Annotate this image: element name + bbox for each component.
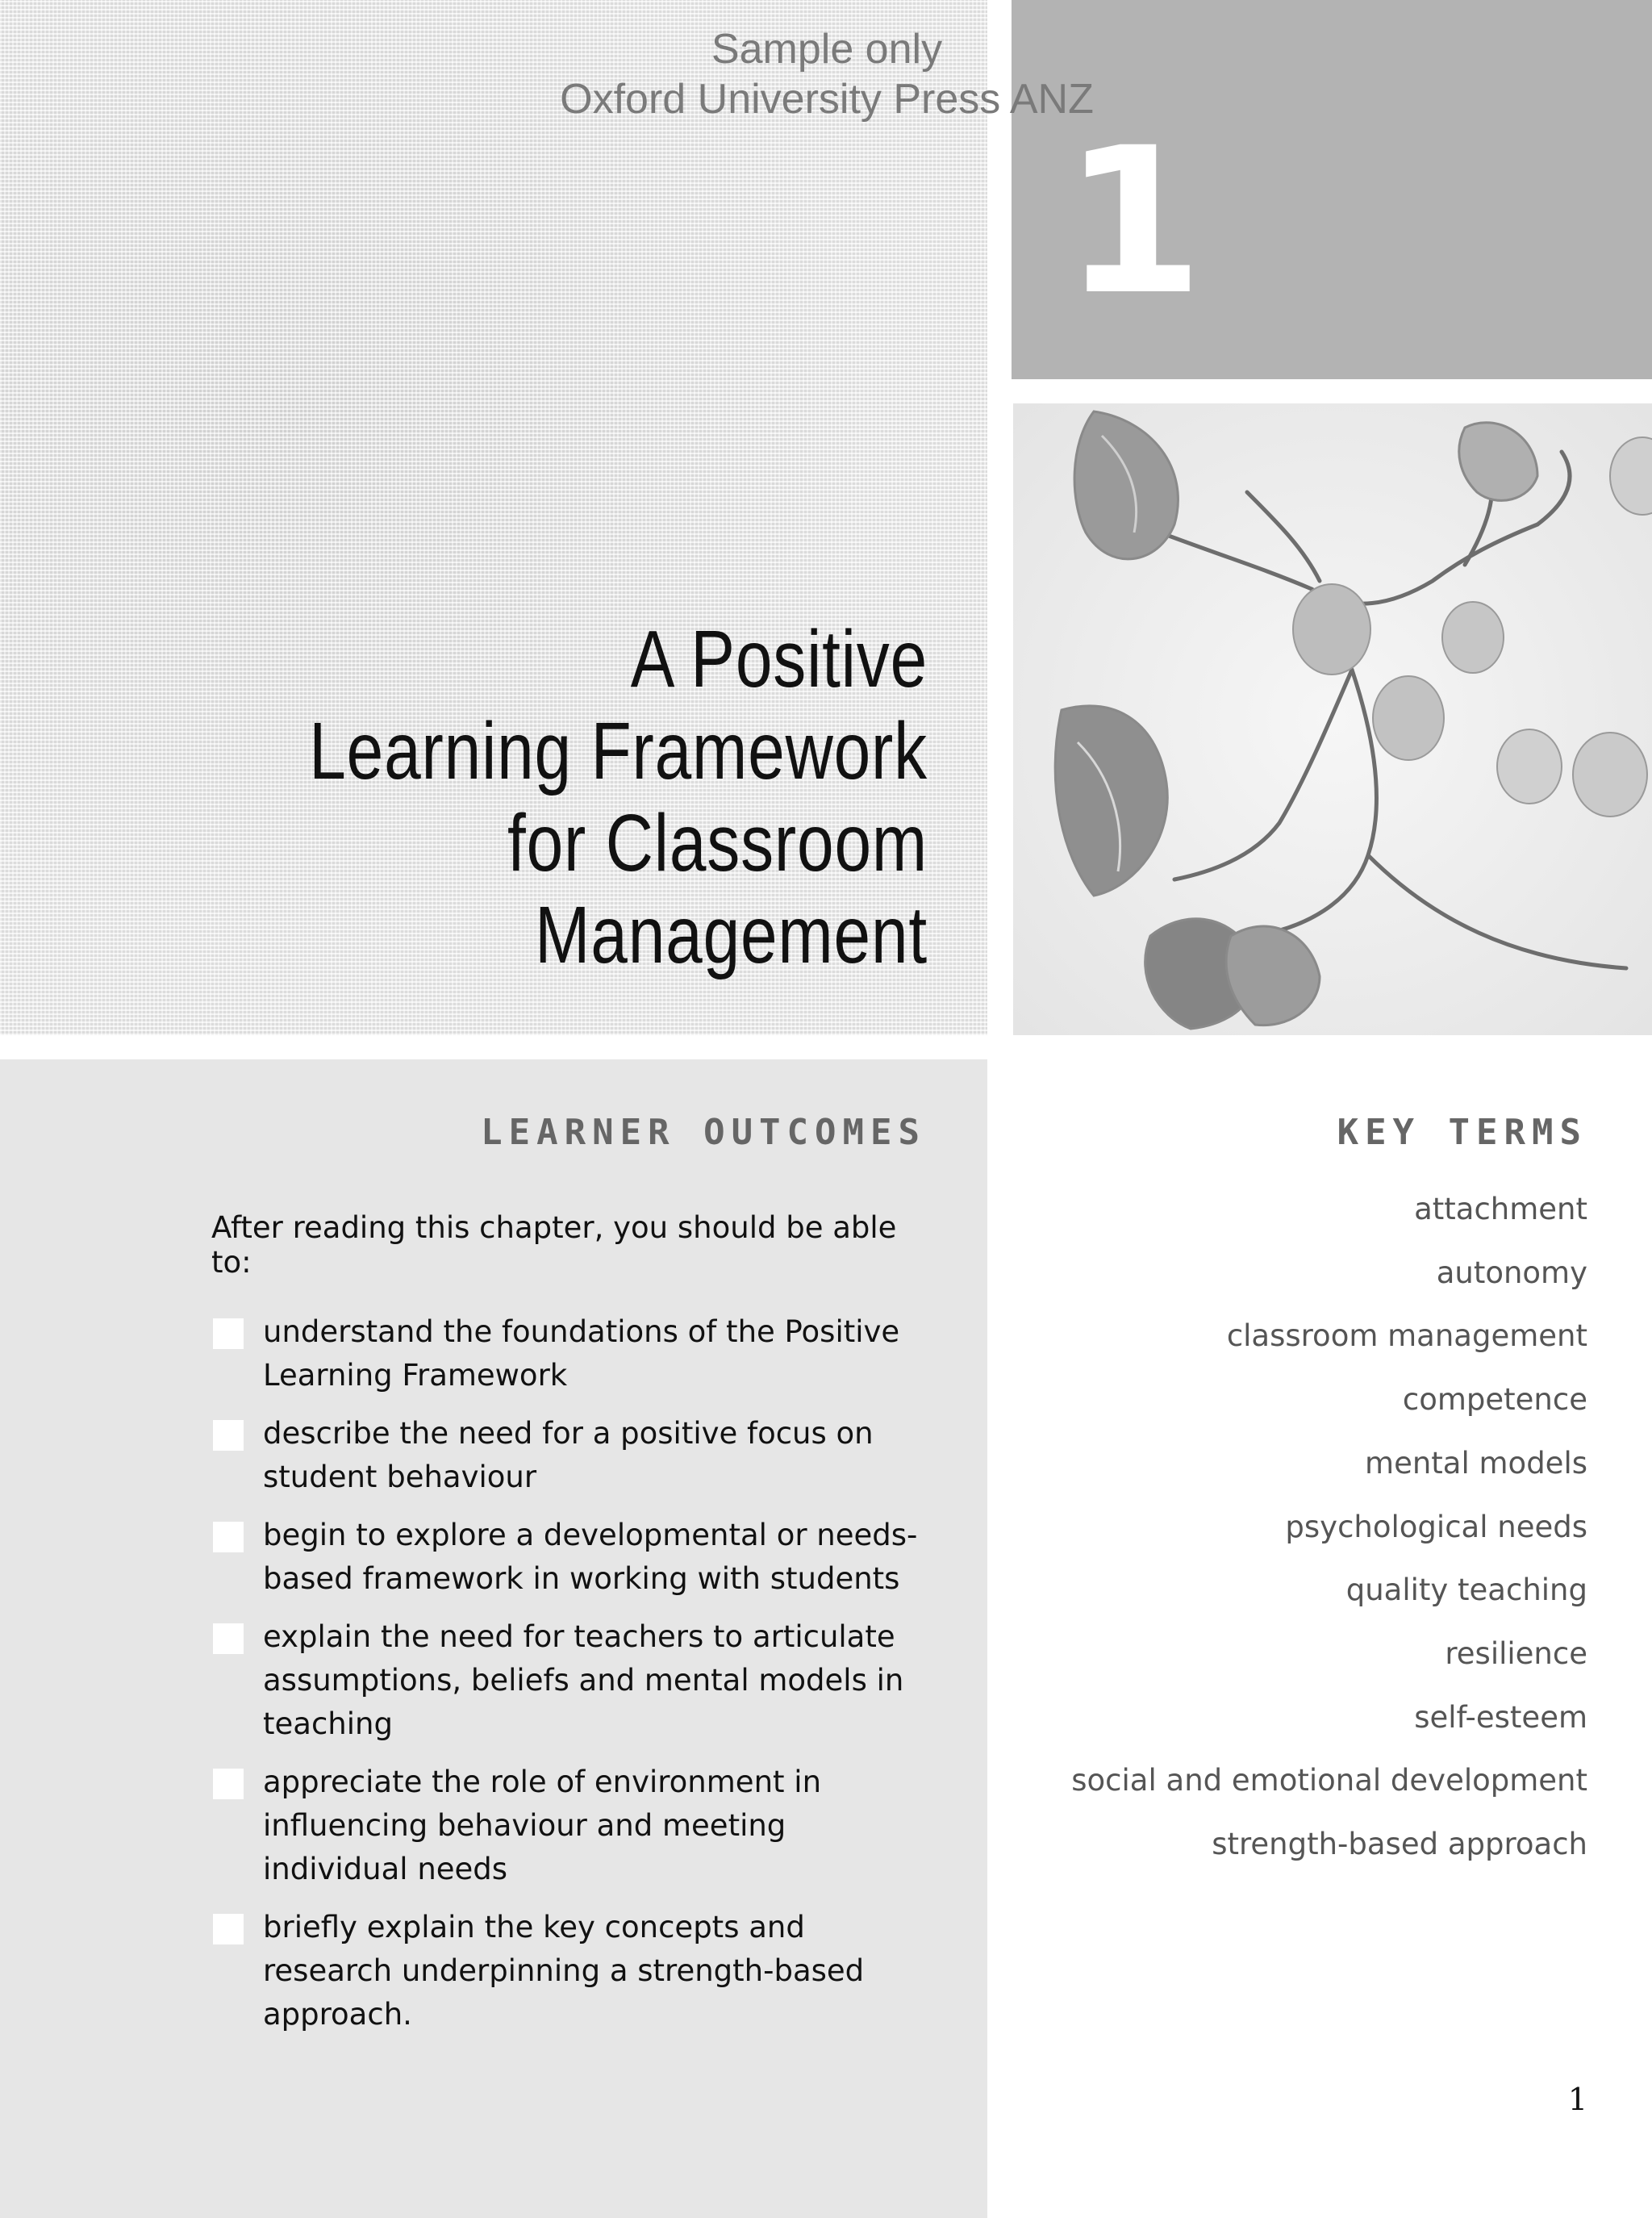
outcome-item bbox=[211, 1761, 937, 1891]
outcome-item bbox=[211, 1412, 937, 1499]
leaves-and-stones-photo bbox=[1013, 403, 1652, 1035]
outcome-item bbox=[211, 1906, 937, 2036]
key-term: autonomy bbox=[1436, 1255, 1587, 1290]
key-term: strength-based approach bbox=[1212, 1827, 1587, 1862]
page-number: 1 bbox=[1567, 2082, 1587, 2117]
checkbox-icon bbox=[213, 1318, 244, 1349]
checkbox-icon bbox=[213, 1769, 244, 1799]
checkbox-icon bbox=[213, 1623, 244, 1654]
outcome-text: appreciate the role of environment in influencing behaviour and meeting individual needs bbox=[263, 1765, 822, 1886]
learner-outcomes-heading: LEARNER OUTCOMES bbox=[481, 1112, 926, 1153]
outcome-text: understand the foundations of the Positive Learning Framework bbox=[263, 1314, 900, 1393]
sample-watermark bbox=[452, 24, 1202, 124]
learner-outcomes-intro: After reading this chapter, you should be able to: bbox=[211, 1210, 897, 1280]
checkbox-icon bbox=[213, 1420, 244, 1451]
outcome-text: briefly explain the key concepts and research underpinning a strength-based approach. bbox=[263, 1910, 865, 2032]
key-terms-heading: KEY TERMS bbox=[1337, 1112, 1587, 1153]
checkbox-icon bbox=[213, 1914, 244, 1944]
outcome-text: describe the need for a positive focus on student behaviour bbox=[263, 1416, 874, 1494]
chapter-number: 1 bbox=[1063, 104, 1204, 339]
key-term: mental models bbox=[1365, 1445, 1587, 1481]
key-term: resilience bbox=[1445, 1635, 1587, 1671]
key-term: self-esteem bbox=[1414, 1699, 1587, 1735]
outcome-item bbox=[211, 1310, 937, 1397]
watermark-line-2: Oxford University Press ANZ bbox=[560, 76, 1094, 123]
chapter-title-line: A Positive bbox=[630, 614, 928, 704]
checkbox-icon bbox=[213, 1522, 244, 1552]
key-terms-list bbox=[1049, 1178, 1587, 1877]
learner-outcomes-list bbox=[211, 1310, 937, 2051]
outcome-item bbox=[211, 1615, 937, 1746]
outcome-text: begin to explore a developmental or needs-based framework in working with students bbox=[263, 1518, 918, 1596]
leaves-illustration bbox=[1013, 403, 1652, 1035]
watermark-line-1: Sample only bbox=[711, 26, 943, 73]
outcome-item bbox=[211, 1514, 937, 1601]
key-term: attachment bbox=[1414, 1192, 1587, 1226]
key-term: competence bbox=[1402, 1382, 1587, 1418]
chapter-title-line: Learning Framework bbox=[309, 706, 928, 796]
key-term: social and emotional development bbox=[1071, 1763, 1587, 1798]
chapter-title-line: Management bbox=[535, 890, 928, 980]
outcome-text: explain the need for teachers to articulate assumptions, beliefs and mental models in teaching bbox=[263, 1619, 904, 1741]
key-term: psychological needs bbox=[1285, 1509, 1587, 1544]
key-term: quality teaching bbox=[1345, 1573, 1587, 1608]
key-term: classroom management bbox=[1226, 1318, 1587, 1354]
chapter-title-line: for Classroom bbox=[507, 798, 928, 888]
chapter-title bbox=[299, 613, 928, 981]
